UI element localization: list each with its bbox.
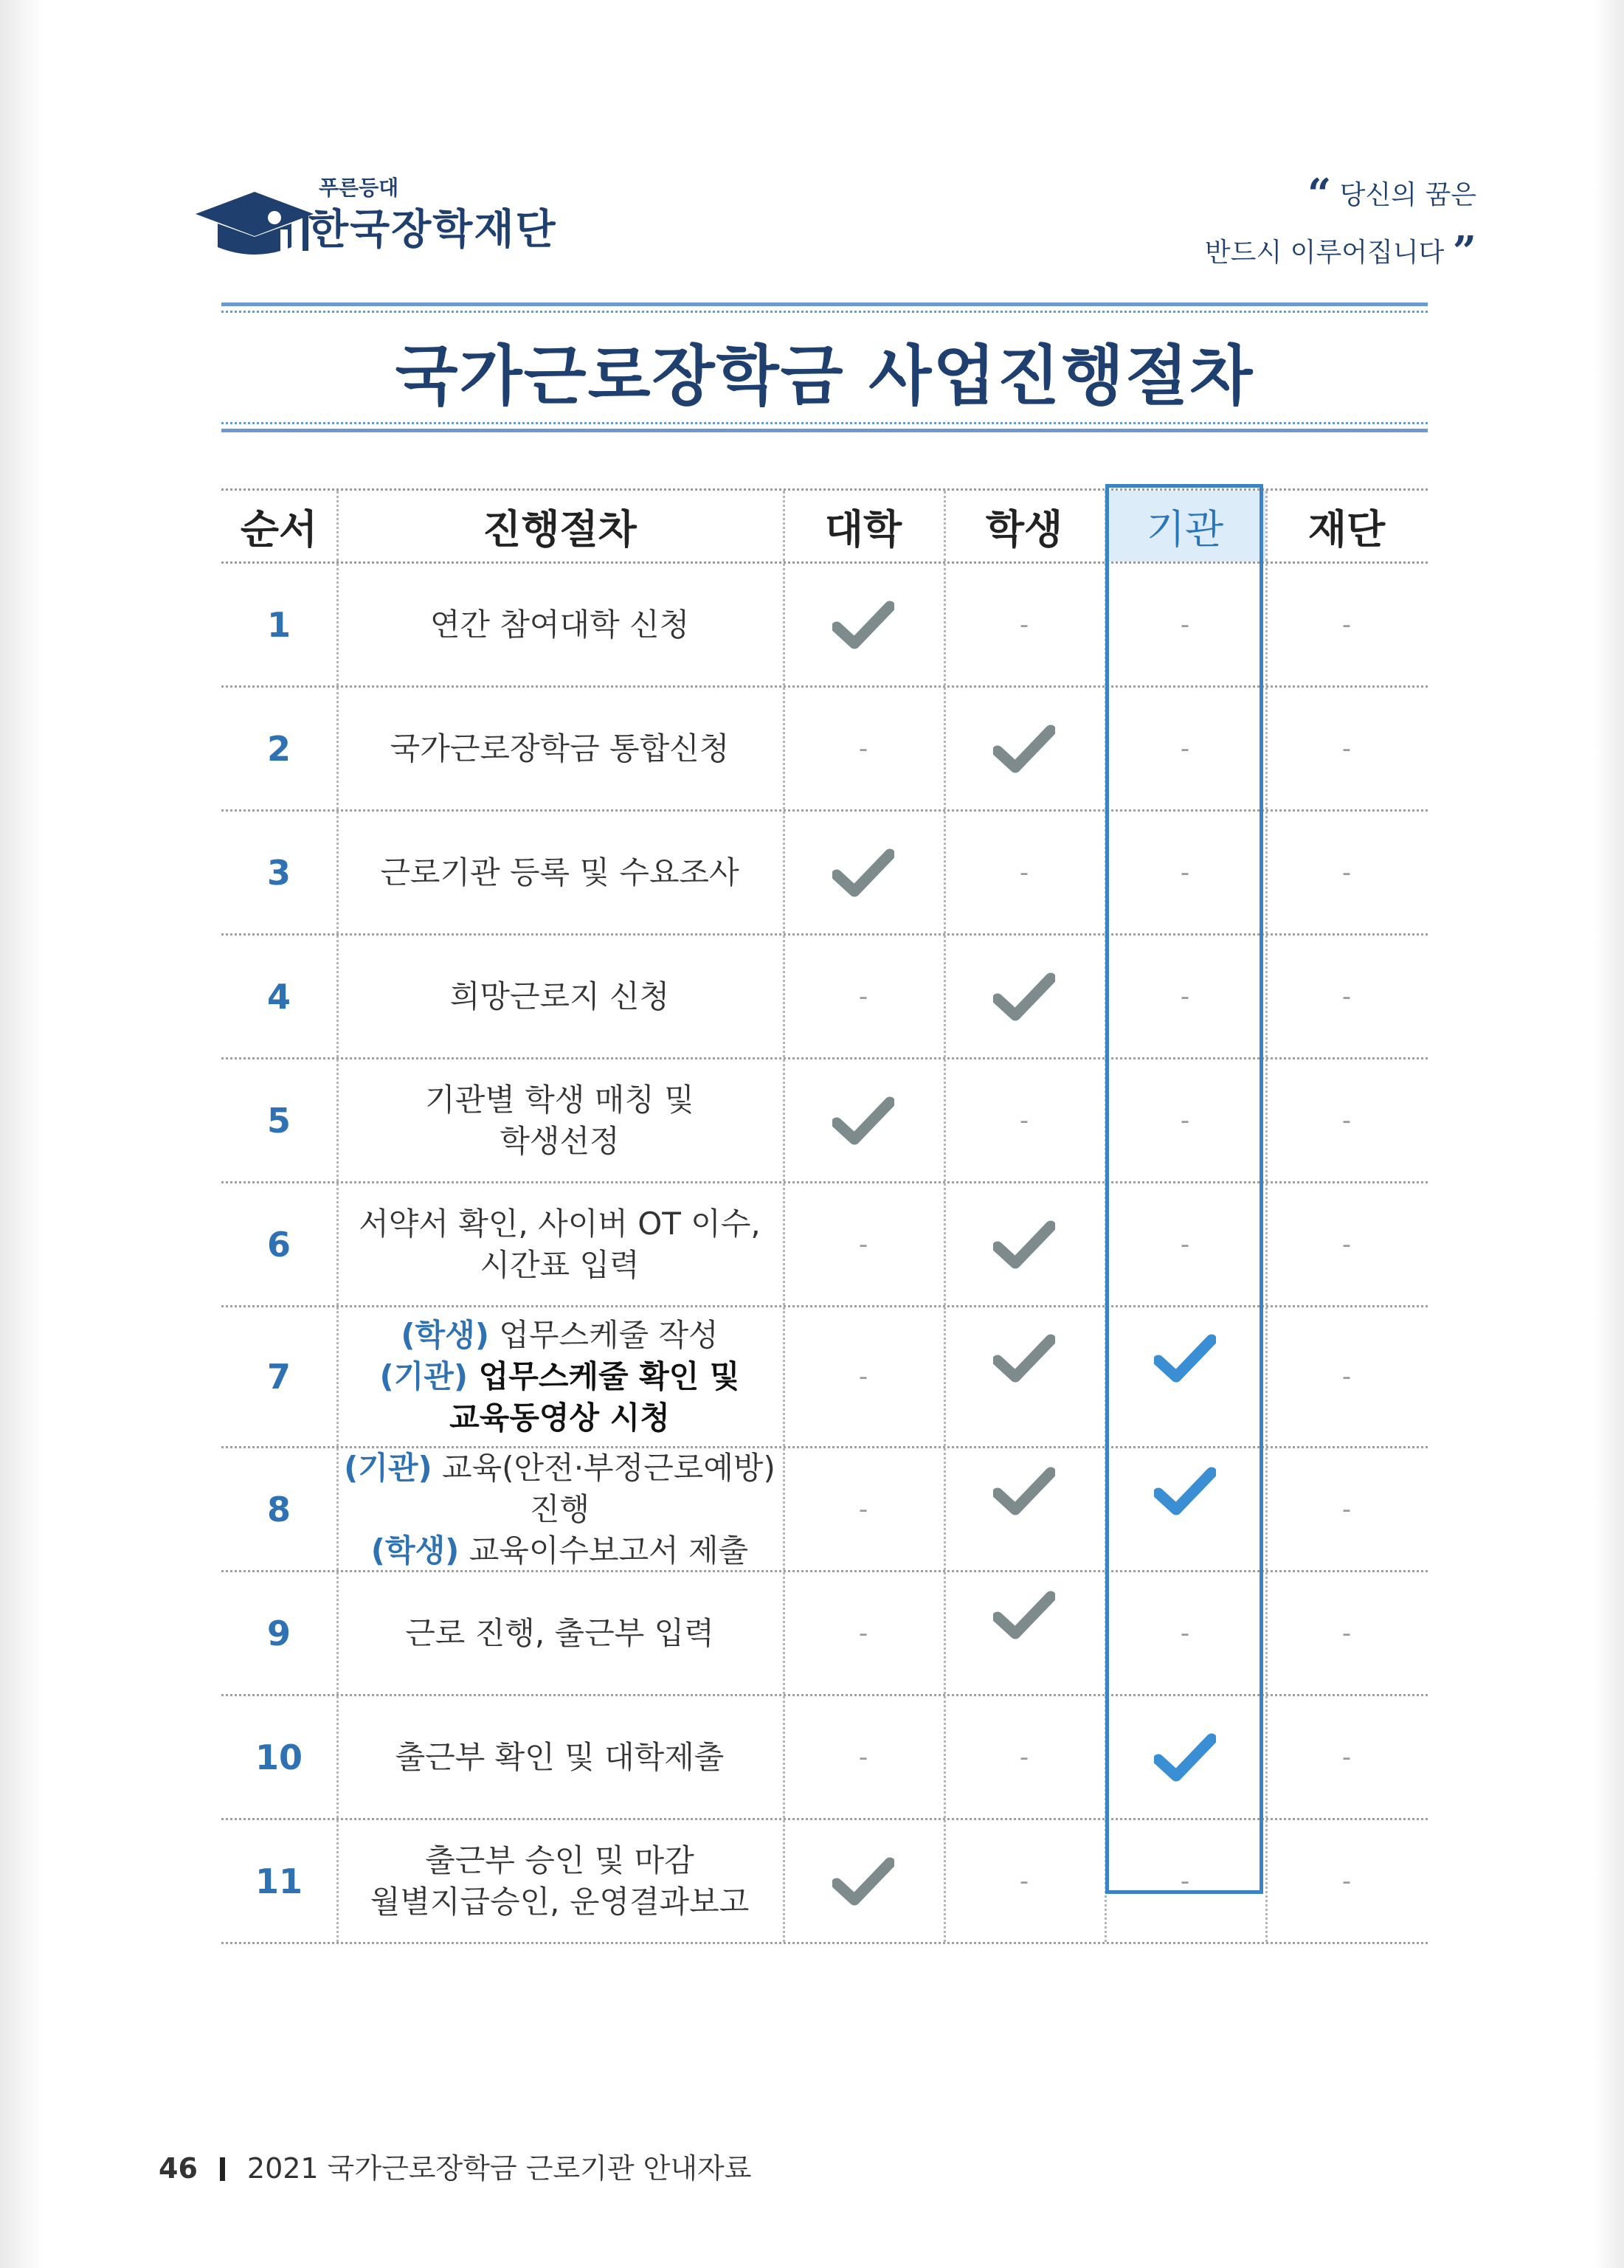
column-divider xyxy=(1105,1572,1107,1694)
procedure-line: 국가근로장학금 통합신청 xyxy=(390,730,730,767)
column-divider xyxy=(944,564,946,685)
check-blue-icon xyxy=(1154,1465,1216,1517)
column-divider xyxy=(1105,936,1107,1057)
header-procedure: 진행절차 xyxy=(483,505,637,553)
dash-mark: - xyxy=(1341,857,1352,888)
column-divider xyxy=(336,1183,339,1305)
dash-mark: - xyxy=(1341,1866,1352,1896)
procedure-line: 근로 진행, 출근부 입력 xyxy=(405,1614,714,1651)
dash-mark: - xyxy=(1019,1742,1029,1772)
logo xyxy=(192,166,576,262)
cell-foundation xyxy=(1265,1307,1428,1446)
column-divider xyxy=(1105,1448,1107,1570)
check-gray-icon xyxy=(993,723,1055,775)
dash-mark: - xyxy=(1180,1866,1190,1896)
column-divider xyxy=(336,564,339,685)
column-divider xyxy=(783,1448,785,1570)
actor-tag: (학생) xyxy=(401,1317,489,1353)
column-divider xyxy=(944,1307,946,1446)
cell-university xyxy=(783,1572,944,1694)
dash-mark: - xyxy=(858,1229,868,1259)
dash-mark: - xyxy=(1019,1105,1029,1135)
column-divider xyxy=(944,1059,946,1181)
actor-tag: (기관) xyxy=(379,1358,469,1394)
column-divider xyxy=(1265,812,1268,933)
dash-mark: - xyxy=(1341,1742,1352,1772)
procedure-text: 교육동영상 시청 xyxy=(449,1400,670,1436)
header-foundation: 재단 xyxy=(1307,505,1386,553)
column-divider xyxy=(1265,491,1268,561)
row-number: 4 xyxy=(266,976,291,1017)
cell-foundation xyxy=(1265,1572,1428,1694)
slogan xyxy=(1205,170,1476,276)
column-divider xyxy=(336,491,339,561)
procedure-step xyxy=(336,688,783,809)
column-divider xyxy=(336,688,339,809)
dash-mark: - xyxy=(1180,1229,1190,1259)
column-divider xyxy=(1265,1059,1268,1181)
procedure-step xyxy=(336,1307,783,1446)
cell-university xyxy=(783,936,944,1057)
cell-student xyxy=(944,936,1105,1057)
check-gray-icon xyxy=(832,1856,894,1907)
cell-institution xyxy=(1105,688,1265,809)
dash-mark: - xyxy=(1180,609,1190,640)
column-divider xyxy=(783,1820,785,1942)
column-divider xyxy=(1105,1820,1107,1942)
column-divider xyxy=(1105,564,1107,685)
table-row xyxy=(221,1696,1428,1820)
logo-subtitle: 푸른등대 xyxy=(319,176,399,200)
column-divider xyxy=(336,1059,339,1181)
table-row xyxy=(221,688,1428,812)
column-divider xyxy=(944,812,946,933)
cell-university xyxy=(783,564,944,685)
procedure-step xyxy=(336,1820,783,1942)
table-row xyxy=(221,564,1428,688)
column-divider xyxy=(783,936,785,1057)
dash-mark: - xyxy=(1341,733,1352,764)
cell-university xyxy=(783,1696,944,1818)
table-header-row xyxy=(221,488,1428,564)
cell-university xyxy=(783,1183,944,1305)
check-blue-icon xyxy=(1154,1732,1216,1783)
row-number: 8 xyxy=(266,1489,291,1529)
procedure-line: 월별지급승인, 운영결과보고 xyxy=(370,1883,750,1920)
dash-mark: - xyxy=(1341,981,1352,1012)
column-divider xyxy=(783,812,785,933)
cell-university xyxy=(783,1307,944,1446)
header-student: 학생 xyxy=(985,505,1063,553)
procedure-step xyxy=(336,1448,783,1570)
procedure-line xyxy=(449,1397,670,1439)
column-divider xyxy=(336,812,339,933)
column-divider xyxy=(944,688,946,809)
column-divider xyxy=(1105,491,1107,561)
row-number: 7 xyxy=(266,1357,291,1397)
cell-university xyxy=(783,1820,944,1942)
table-row xyxy=(221,1307,1428,1448)
dash-mark: - xyxy=(1180,981,1190,1012)
cell-university xyxy=(783,812,944,933)
procedure-line: 연간 참여대학 신청 xyxy=(429,606,690,643)
procedure-line xyxy=(371,1530,748,1572)
procedure-step xyxy=(336,1059,783,1181)
title-rule-bottom xyxy=(221,422,1428,432)
procedure-line: 기관별 학생 매칭 및 xyxy=(425,1081,694,1118)
dash-mark: - xyxy=(1180,1618,1190,1648)
row-number: 5 xyxy=(266,1100,291,1141)
open-quote: “ xyxy=(1307,170,1332,218)
cell-institution xyxy=(1105,1448,1265,1570)
column-divider xyxy=(1265,1696,1268,1818)
table-row xyxy=(221,1820,1428,1944)
dash-mark: - xyxy=(858,1742,868,1772)
header-university: 대학 xyxy=(824,505,902,553)
dash-mark: - xyxy=(1341,1229,1352,1259)
cell-student xyxy=(944,1183,1105,1305)
procedure-step xyxy=(336,936,783,1057)
dash-mark: - xyxy=(1341,609,1352,640)
procedure-table xyxy=(221,488,1428,1944)
header-order: 순서 xyxy=(240,505,318,553)
column-divider xyxy=(1105,1059,1107,1181)
row-number: 6 xyxy=(266,1224,291,1265)
dash-mark: - xyxy=(858,1494,868,1524)
procedure-step xyxy=(336,1183,783,1305)
cell-institution xyxy=(1105,936,1265,1057)
row-number: 11 xyxy=(255,1861,303,1901)
page-title: 국가근로장학금 사업진행절차 xyxy=(395,338,1254,414)
procedure-line: 학생선정 xyxy=(500,1122,620,1159)
title-rule-top xyxy=(221,302,1428,313)
cell-foundation xyxy=(1265,564,1428,685)
page-footer xyxy=(159,2146,751,2186)
cell-university xyxy=(783,1059,944,1181)
column-divider xyxy=(944,936,946,1057)
column-divider xyxy=(336,1572,339,1694)
column-divider xyxy=(336,1448,339,1570)
column-divider xyxy=(336,936,339,1057)
procedure-line: 희망근로지 신청 xyxy=(449,978,670,1014)
row-number: 2 xyxy=(266,728,291,769)
dash-mark: - xyxy=(1341,1362,1352,1391)
procedure-step xyxy=(336,812,783,933)
procedure-step xyxy=(336,1572,783,1694)
actor-tag: (기관) xyxy=(344,1449,432,1486)
cell-foundation xyxy=(1265,1820,1428,1942)
column-divider xyxy=(1265,688,1268,809)
procedure-text: 업무스케줄 확인 및 xyxy=(468,1358,740,1394)
cell-foundation xyxy=(1265,1696,1428,1818)
column-divider xyxy=(1265,1183,1268,1305)
logo-title: 한국장학재단 xyxy=(308,206,557,254)
check-gray-icon xyxy=(832,847,894,899)
procedure-text: 교육(안전·부정근로예방)진행 xyxy=(432,1449,775,1527)
footer-separator xyxy=(220,2157,225,2181)
column-divider xyxy=(1265,1820,1268,1942)
check-gray-icon xyxy=(993,1332,1055,1384)
slogan-line-1: 당신의 꿈은 xyxy=(1339,180,1476,210)
column-divider xyxy=(1105,1183,1107,1305)
procedure-line: 근로기관 등록 및 수요조사 xyxy=(380,854,739,891)
dash-mark: - xyxy=(1019,609,1029,640)
cell-foundation xyxy=(1265,688,1428,809)
page-number: 46 xyxy=(159,2152,198,2185)
procedure-text: 교육이수보고서 제출 xyxy=(459,1532,749,1569)
check-gray-icon xyxy=(993,971,1055,1023)
table-row xyxy=(221,1448,1428,1572)
column-divider xyxy=(783,1307,785,1446)
procedure-line xyxy=(380,1356,740,1397)
cell-institution xyxy=(1105,1307,1265,1446)
cell-student xyxy=(944,1696,1105,1818)
dash-mark: - xyxy=(1019,1866,1029,1896)
cell-institution xyxy=(1105,812,1265,933)
cell-student xyxy=(944,688,1105,809)
column-divider xyxy=(944,1448,946,1570)
dash-mark: - xyxy=(1180,1105,1190,1135)
column-divider xyxy=(336,1820,339,1942)
procedure-line: 서약서 확인, 사이버 OT 이수, xyxy=(359,1205,761,1242)
header-institution: 기관 xyxy=(1105,491,1265,561)
cell-foundation xyxy=(1265,936,1428,1057)
row-number: 10 xyxy=(255,1737,303,1777)
cell-institution xyxy=(1105,1572,1265,1694)
actor-tag: (학생) xyxy=(370,1532,460,1569)
cell-foundation xyxy=(1265,1448,1428,1570)
column-divider xyxy=(783,564,785,685)
table-row xyxy=(221,936,1428,1059)
row-number: 9 xyxy=(266,1613,291,1653)
procedure-text: 업무스케줄 작성 xyxy=(488,1317,719,1353)
table-row xyxy=(221,1059,1428,1183)
dash-mark: - xyxy=(1341,1105,1352,1135)
column-divider xyxy=(1105,1307,1107,1446)
cell-foundation xyxy=(1265,812,1428,933)
column-divider xyxy=(944,1183,946,1305)
cell-institution xyxy=(1105,564,1265,685)
check-gray-icon xyxy=(993,1589,1055,1641)
dash-mark: - xyxy=(858,1362,868,1391)
dash-mark: - xyxy=(858,733,868,764)
procedure-step xyxy=(336,564,783,685)
column-divider xyxy=(1105,1696,1107,1818)
dash-mark: - xyxy=(1180,733,1190,764)
check-gray-icon xyxy=(993,1219,1055,1270)
check-gray-icon xyxy=(832,1095,894,1147)
procedure-line: 시간표 입력 xyxy=(480,1246,640,1283)
column-divider xyxy=(336,1307,339,1446)
cell-student xyxy=(944,812,1105,933)
column-divider xyxy=(783,1059,785,1181)
cell-institution xyxy=(1105,1183,1265,1305)
column-divider xyxy=(1265,936,1268,1057)
page-shadow-left xyxy=(0,0,44,2268)
cell-student xyxy=(944,564,1105,685)
procedure-step xyxy=(336,1696,783,1818)
column-divider xyxy=(944,491,946,561)
column-divider xyxy=(1105,688,1107,809)
cell-student xyxy=(944,1307,1105,1446)
column-divider xyxy=(783,1696,785,1818)
cell-student xyxy=(944,1572,1105,1694)
cell-student xyxy=(944,1059,1105,1181)
dash-mark: - xyxy=(1341,1618,1352,1648)
procedure-line: 출근부 확인 및 대학제출 xyxy=(395,1738,725,1775)
page-shadow-right xyxy=(1594,0,1624,2268)
check-gray-icon xyxy=(993,1465,1055,1517)
procedure-line: 출근부 승인 및 마감 xyxy=(425,1842,694,1878)
cell-institution xyxy=(1105,1696,1265,1818)
column-divider xyxy=(944,1572,946,1694)
check-gray-icon xyxy=(832,599,894,651)
column-divider xyxy=(783,491,785,561)
cell-foundation xyxy=(1265,1059,1428,1181)
check-blue-icon xyxy=(1154,1332,1216,1384)
cell-university xyxy=(783,1448,944,1570)
dash-mark: - xyxy=(1341,1494,1352,1524)
column-divider xyxy=(783,1572,785,1694)
graduation-cap-icon xyxy=(192,181,317,262)
dash-mark: - xyxy=(1180,857,1190,888)
column-divider xyxy=(1105,812,1107,933)
close-quote: ” xyxy=(1452,227,1476,276)
column-divider xyxy=(1265,1448,1268,1570)
cell-student xyxy=(944,1448,1105,1570)
cell-foundation xyxy=(1265,1183,1428,1305)
row-number: 1 xyxy=(266,604,291,645)
column-divider xyxy=(783,688,785,809)
column-divider xyxy=(783,1183,785,1305)
dash-mark: - xyxy=(1019,857,1029,888)
column-divider xyxy=(944,1820,946,1942)
procedure-line xyxy=(401,1315,718,1356)
cell-institution xyxy=(1105,1820,1265,1942)
dash-mark: - xyxy=(858,981,868,1012)
procedure-line xyxy=(336,1448,783,1530)
table-row xyxy=(221,1572,1428,1696)
column-divider xyxy=(1265,1307,1268,1446)
table-row xyxy=(221,1183,1428,1307)
footer-text: 2021 국가근로장학금 근로기관 안내자료 xyxy=(246,2152,752,2185)
column-divider xyxy=(1265,564,1268,685)
cell-student xyxy=(944,1820,1105,1942)
cell-institution xyxy=(1105,1059,1265,1181)
column-divider xyxy=(944,1696,946,1818)
row-number: 3 xyxy=(266,852,291,893)
column-divider xyxy=(336,1696,339,1818)
cell-university xyxy=(783,688,944,809)
column-divider xyxy=(1265,1572,1268,1694)
dash-mark: - xyxy=(858,1618,868,1648)
table-row xyxy=(221,812,1428,936)
slogan-line-2: 반드시 이루어집니다 xyxy=(1204,238,1445,268)
